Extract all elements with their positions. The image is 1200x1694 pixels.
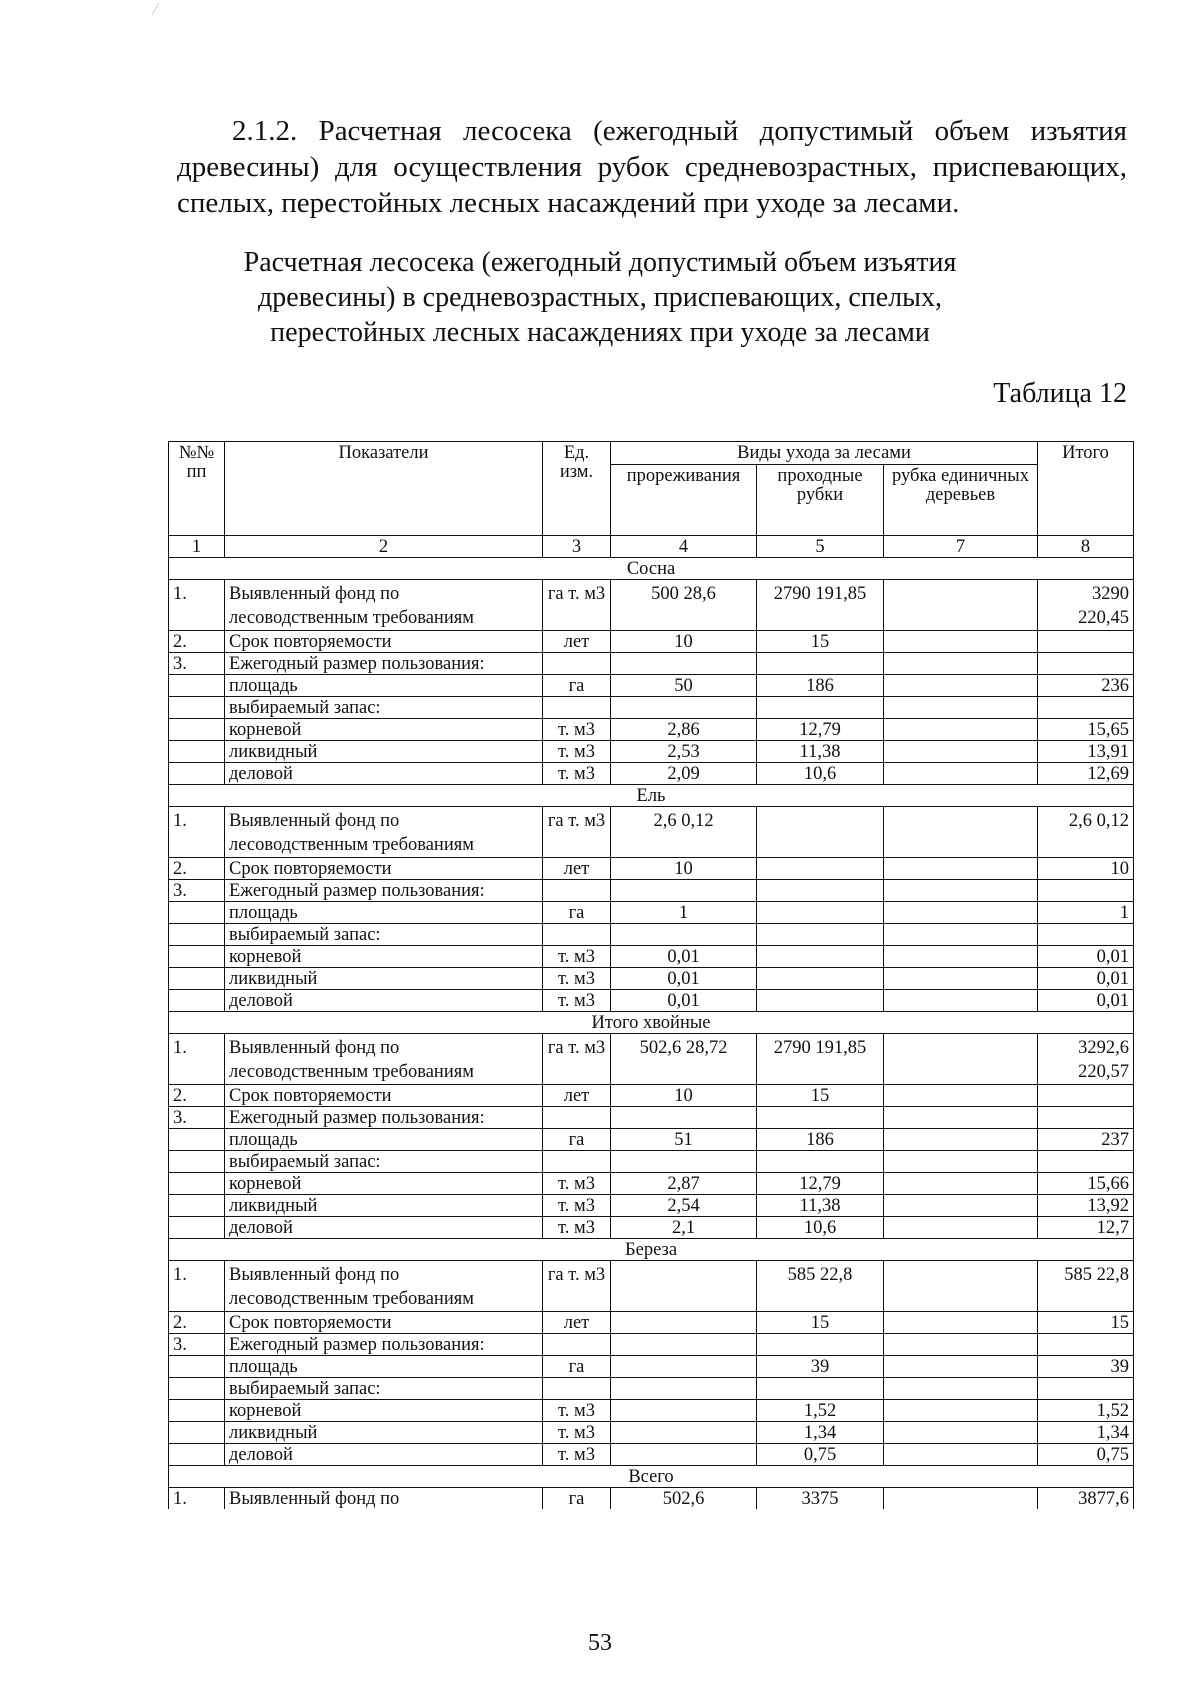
row-unit: т. м3 xyxy=(543,946,611,968)
row-indicator: ликвидный xyxy=(225,1195,543,1217)
section-row xyxy=(169,1466,1134,1488)
table-row xyxy=(169,719,1134,741)
table-row xyxy=(169,1129,1134,1151)
table-row xyxy=(169,675,1134,697)
header-unit: Ед. изм. xyxy=(543,442,611,536)
value-passing-cuts xyxy=(757,902,884,924)
value-passing-cuts: 12,79 xyxy=(757,1173,884,1195)
value-passing-cuts xyxy=(757,924,884,946)
value-thinning xyxy=(611,1422,757,1444)
value-passing-cuts: 186 xyxy=(757,675,884,697)
table-row xyxy=(169,1261,1134,1312)
section-title: Ель xyxy=(169,785,1134,807)
row-number xyxy=(169,1195,225,1217)
row-indicator: корневой xyxy=(225,1173,543,1195)
value-total: 585 22,8 xyxy=(1038,1261,1134,1312)
value-passing-cuts: 15 xyxy=(757,631,884,653)
value-passing-cuts xyxy=(757,1151,884,1173)
value-thinning xyxy=(611,1356,757,1378)
value-passing-cuts xyxy=(757,880,884,902)
value-thinning xyxy=(611,653,757,675)
colnum-4: 4 xyxy=(611,536,757,558)
row-indicator: Выявленный фонд по лесоводственным требованиям xyxy=(225,1261,543,1312)
row-unit xyxy=(543,924,611,946)
row-number xyxy=(169,1217,225,1239)
row-unit xyxy=(543,697,611,719)
value-passing-cuts xyxy=(757,1107,884,1129)
row-indicator: выбираемый запас: xyxy=(225,924,543,946)
table-row xyxy=(169,1195,1134,1217)
value-single-trees xyxy=(884,1217,1038,1239)
row-indicator: Срок повторяемости xyxy=(225,631,543,653)
row-number xyxy=(169,719,225,741)
row-unit: га xyxy=(543,1488,611,1510)
section-row xyxy=(169,558,1134,580)
row-unit: т. м3 xyxy=(543,1195,611,1217)
value-single-trees xyxy=(884,880,1038,902)
colnum-2: 2 xyxy=(225,536,543,558)
row-indicator: Ежегодный размер пользования: xyxy=(225,653,543,675)
value-thinning: 2,86 xyxy=(611,719,757,741)
row-unit xyxy=(543,653,611,675)
value-total xyxy=(1038,697,1134,719)
table-row xyxy=(169,741,1134,763)
row-indicator: деловой xyxy=(225,763,543,785)
row-number: 1. xyxy=(169,580,225,631)
row-indicator: Ежегодный размер пользования: xyxy=(225,1334,543,1356)
row-unit: га т. м3 xyxy=(543,807,611,858)
value-passing-cuts: 1,52 xyxy=(757,1400,884,1422)
value-total xyxy=(1038,924,1134,946)
value-thinning xyxy=(611,1312,757,1334)
row-number: 1. xyxy=(169,807,225,858)
value-thinning: 10 xyxy=(611,1085,757,1107)
colnum-8: 8 xyxy=(1038,536,1134,558)
value-single-trees xyxy=(884,858,1038,880)
value-passing-cuts: 186 xyxy=(757,1129,884,1151)
value-total: 3292,6 220,57 xyxy=(1038,1034,1134,1085)
table-row xyxy=(169,1034,1134,1085)
value-single-trees xyxy=(884,719,1038,741)
value-total: 0,01 xyxy=(1038,946,1134,968)
table-row xyxy=(169,1312,1134,1334)
value-passing-cuts: 11,38 xyxy=(757,741,884,763)
table-row xyxy=(169,946,1134,968)
table-row xyxy=(169,697,1134,719)
value-single-trees xyxy=(884,1444,1038,1466)
row-unit: т. м3 xyxy=(543,1217,611,1239)
header-total: Итого xyxy=(1038,442,1134,536)
value-single-trees xyxy=(884,1085,1038,1107)
row-indicator: площадь xyxy=(225,675,543,697)
value-thinning: 1 xyxy=(611,902,757,924)
table-row xyxy=(169,1422,1134,1444)
table-row xyxy=(169,902,1134,924)
value-total: 237 xyxy=(1038,1129,1134,1151)
value-total: 15 xyxy=(1038,1312,1134,1334)
value-total: 15,65 xyxy=(1038,719,1134,741)
value-single-trees xyxy=(884,1422,1038,1444)
value-single-trees xyxy=(884,902,1038,924)
value-single-trees xyxy=(884,1129,1038,1151)
row-number xyxy=(169,1356,225,1378)
section-heading: 2.1.2. Расчетная лесосека (ежегодный допустимый объем изъятия древесины) для осуществления рубок средневозрастных, приспевающих, спелых, перестойных лесных насаждений при уходе за лесами. xyxy=(177,115,1127,219)
row-indicator: ликвидный xyxy=(225,968,543,990)
value-single-trees xyxy=(884,631,1038,653)
value-thinning: 10 xyxy=(611,858,757,880)
value-single-trees xyxy=(884,1334,1038,1356)
value-passing-cuts xyxy=(757,968,884,990)
row-unit: га xyxy=(543,902,611,924)
colnum-1: 1 xyxy=(169,536,225,558)
row-indicator: площадь xyxy=(225,1356,543,1378)
value-total: 3877,6 xyxy=(1038,1488,1134,1510)
value-thinning: 0,01 xyxy=(611,946,757,968)
row-indicator: корневой xyxy=(225,719,543,741)
row-number: 2. xyxy=(169,1085,225,1107)
header-single-trees: рубка единичных деревьев xyxy=(884,465,1038,536)
row-unit: т. м3 xyxy=(543,1400,611,1422)
value-single-trees xyxy=(884,697,1038,719)
value-single-trees xyxy=(884,1356,1038,1378)
section-title: Береза xyxy=(169,1239,1134,1261)
row-number: 1. xyxy=(169,1034,225,1085)
value-thinning xyxy=(611,1444,757,1466)
table-row xyxy=(169,1444,1134,1466)
value-thinning xyxy=(611,924,757,946)
value-total: 3290 220,45 xyxy=(1038,580,1134,631)
value-total: 12,7 xyxy=(1038,1217,1134,1239)
table-row xyxy=(169,858,1134,880)
value-thinning: 2,87 xyxy=(611,1173,757,1195)
row-number: 3. xyxy=(169,1107,225,1129)
table-body xyxy=(169,558,1134,1510)
value-passing-cuts xyxy=(757,807,884,858)
row-number xyxy=(169,763,225,785)
value-single-trees xyxy=(884,1378,1038,1400)
row-indicator: Выявленный фонд по лесоводственным требованиям xyxy=(225,1034,543,1085)
value-thinning xyxy=(611,1378,757,1400)
table-row xyxy=(169,968,1134,990)
value-thinning: 2,54 xyxy=(611,1195,757,1217)
row-indicator: выбираемый запас: xyxy=(225,1378,543,1400)
value-passing-cuts: 0,75 xyxy=(757,1444,884,1466)
value-single-trees xyxy=(884,675,1038,697)
row-number: 1. xyxy=(169,1261,225,1312)
row-number: 2. xyxy=(169,631,225,653)
value-thinning xyxy=(611,880,757,902)
row-indicator: деловой xyxy=(225,990,543,1012)
value-passing-cuts: 585 22,8 xyxy=(757,1261,884,1312)
row-number xyxy=(169,1444,225,1466)
row-unit: т. м3 xyxy=(543,719,611,741)
value-thinning xyxy=(611,1334,757,1356)
colnum-5: 5 xyxy=(757,536,884,558)
value-thinning: 50 xyxy=(611,675,757,697)
scan-mark xyxy=(152,3,160,16)
row-indicator: Ежегодный размер пользования: xyxy=(225,880,543,902)
header-num: №№ пп xyxy=(169,442,225,536)
value-single-trees xyxy=(884,580,1038,631)
value-total xyxy=(1038,1334,1134,1356)
row-indicator: выбираемый запас: xyxy=(225,1151,543,1173)
row-indicator: Выявленный фонд по лесоводственным требованиям xyxy=(225,807,543,858)
table-row xyxy=(169,1173,1134,1195)
value-passing-cuts: 1,34 xyxy=(757,1422,884,1444)
value-total: 10 xyxy=(1038,858,1134,880)
value-thinning xyxy=(611,1261,757,1312)
value-single-trees xyxy=(884,1151,1038,1173)
value-passing-cuts: 15 xyxy=(757,1312,884,1334)
colnum-3: 3 xyxy=(543,536,611,558)
header-passing-cuts: проходные рубки xyxy=(757,465,884,536)
value-total: 2,6 0,12 xyxy=(1038,807,1134,858)
value-single-trees xyxy=(884,807,1038,858)
table-row xyxy=(169,990,1134,1012)
row-indicator: Выявленный фонд по лесоводственным требованиям xyxy=(225,580,543,631)
value-total: 1,52 xyxy=(1038,1400,1134,1422)
value-total xyxy=(1038,1151,1134,1173)
colnum-7: 7 xyxy=(884,536,1038,558)
value-single-trees xyxy=(884,1107,1038,1129)
value-passing-cuts: 15 xyxy=(757,1085,884,1107)
table-row xyxy=(169,1217,1134,1239)
value-total: 15,66 xyxy=(1038,1173,1134,1195)
value-thinning xyxy=(611,1107,757,1129)
value-thinning: 502,6 28,72 xyxy=(611,1034,757,1085)
row-number xyxy=(169,946,225,968)
row-indicator: площадь xyxy=(225,1129,543,1151)
value-passing-cuts: 11,38 xyxy=(757,1195,884,1217)
value-thinning: 51 xyxy=(611,1129,757,1151)
value-total xyxy=(1038,1378,1134,1400)
row-unit xyxy=(543,1378,611,1400)
table-row xyxy=(169,631,1134,653)
table-row xyxy=(169,1488,1134,1510)
value-single-trees xyxy=(884,968,1038,990)
row-indicator: Выявленный фонд по xyxy=(225,1488,543,1510)
row-number xyxy=(169,1422,225,1444)
row-unit: т. м3 xyxy=(543,741,611,763)
row-number xyxy=(169,1378,225,1400)
value-single-trees xyxy=(884,741,1038,763)
value-single-trees xyxy=(884,1261,1038,1312)
row-number xyxy=(169,741,225,763)
value-single-trees xyxy=(884,1312,1038,1334)
row-unit: т. м3 xyxy=(543,968,611,990)
value-single-trees xyxy=(884,763,1038,785)
row-indicator: ликвидный xyxy=(225,1422,543,1444)
row-indicator: площадь xyxy=(225,902,543,924)
section-title: Сосна xyxy=(169,558,1134,580)
row-unit: т. м3 xyxy=(543,1173,611,1195)
value-passing-cuts xyxy=(757,697,884,719)
value-passing-cuts xyxy=(757,1378,884,1400)
header-indicator: Показатели xyxy=(225,442,543,536)
row-indicator: выбираемый запас: xyxy=(225,697,543,719)
value-thinning: 500 28,6 xyxy=(611,580,757,631)
row-number: 3. xyxy=(169,653,225,675)
value-thinning: 2,1 xyxy=(611,1217,757,1239)
table-row xyxy=(169,880,1134,902)
row-indicator: Срок повторяемости xyxy=(225,1085,543,1107)
section-row xyxy=(169,1239,1134,1261)
value-passing-cuts: 12,79 xyxy=(757,719,884,741)
value-total: 39 xyxy=(1038,1356,1134,1378)
row-unit: т. м3 xyxy=(543,763,611,785)
header-thinning: прореживания xyxy=(611,465,757,536)
value-passing-cuts xyxy=(757,946,884,968)
section-row xyxy=(169,785,1134,807)
row-unit: га xyxy=(543,1129,611,1151)
row-unit: лет xyxy=(543,1312,611,1334)
table-header xyxy=(169,442,1134,558)
table-row xyxy=(169,763,1134,785)
row-indicator: Срок повторяемости xyxy=(225,858,543,880)
value-total xyxy=(1038,1107,1134,1129)
row-unit: га т. м3 xyxy=(543,1261,611,1312)
value-thinning: 0,01 xyxy=(611,968,757,990)
value-single-trees xyxy=(884,1034,1038,1085)
section-row xyxy=(169,1012,1134,1034)
row-indicator: Срок повторяемости xyxy=(225,1312,543,1334)
value-total: 1 xyxy=(1038,902,1134,924)
row-indicator: корневой xyxy=(225,946,543,968)
row-number: 2. xyxy=(169,1312,225,1334)
row-indicator: деловой xyxy=(225,1444,543,1466)
row-number xyxy=(169,924,225,946)
value-single-trees xyxy=(884,1195,1038,1217)
row-number xyxy=(169,902,225,924)
table-row xyxy=(169,1107,1134,1129)
row-unit: га т. м3 xyxy=(543,580,611,631)
table-title: Расчетная лесосека (ежегодный допустимый объем изъятия древесины) в средневозрастных, приспевающих, спелых, перестойных лесных насаждениях при уходе за лесами xyxy=(243,247,957,348)
value-total: 13,91 xyxy=(1038,741,1134,763)
value-thinning xyxy=(611,1151,757,1173)
table-label: Таблица 12 xyxy=(993,378,1127,409)
row-number xyxy=(169,1400,225,1422)
value-thinning: 2,53 xyxy=(611,741,757,763)
row-number: 3. xyxy=(169,880,225,902)
value-thinning xyxy=(611,697,757,719)
value-total xyxy=(1038,880,1134,902)
row-unit: т. м3 xyxy=(543,1422,611,1444)
row-unit xyxy=(543,880,611,902)
value-thinning: 2,6 0,12 xyxy=(611,807,757,858)
section-title: Итого хвойные xyxy=(169,1012,1134,1034)
table-row xyxy=(169,580,1134,631)
value-total: 236 xyxy=(1038,675,1134,697)
value-thinning xyxy=(611,1400,757,1422)
row-unit: га xyxy=(543,1356,611,1378)
row-unit: га т. м3 xyxy=(543,1034,611,1085)
value-passing-cuts xyxy=(757,858,884,880)
row-unit: лет xyxy=(543,631,611,653)
row-number xyxy=(169,1173,225,1195)
value-single-trees xyxy=(884,924,1038,946)
value-thinning: 10 xyxy=(611,631,757,653)
row-number xyxy=(169,1151,225,1173)
table-row xyxy=(169,807,1134,858)
harvest-table xyxy=(168,441,1134,1509)
column-numbers-row xyxy=(169,536,1134,558)
table-row xyxy=(169,1151,1134,1173)
value-total: 0,75 xyxy=(1038,1444,1134,1466)
value-total: 0,01 xyxy=(1038,990,1134,1012)
value-single-trees xyxy=(884,990,1038,1012)
value-single-trees xyxy=(884,1173,1038,1195)
row-unit: лет xyxy=(543,1085,611,1107)
table-row xyxy=(169,1400,1134,1422)
value-passing-cuts xyxy=(757,990,884,1012)
page-number: 53 xyxy=(588,1630,612,1656)
value-total: 1,34 xyxy=(1038,1422,1134,1444)
value-total xyxy=(1038,631,1134,653)
row-number xyxy=(169,675,225,697)
row-number xyxy=(169,1129,225,1151)
value-total xyxy=(1038,653,1134,675)
table-row xyxy=(169,1356,1134,1378)
table-row xyxy=(169,1378,1134,1400)
row-unit xyxy=(543,1151,611,1173)
row-number: 1. xyxy=(169,1488,225,1510)
value-passing-cuts: 2790 191,85 xyxy=(757,1034,884,1085)
value-passing-cuts: 39 xyxy=(757,1356,884,1378)
row-number xyxy=(169,990,225,1012)
table-row xyxy=(169,924,1134,946)
value-single-trees xyxy=(884,1400,1038,1422)
row-number xyxy=(169,968,225,990)
row-number: 2. xyxy=(169,858,225,880)
row-indicator: Ежегодный размер пользования: xyxy=(225,1107,543,1129)
row-unit xyxy=(543,1107,611,1129)
value-thinning: 2,09 xyxy=(611,763,757,785)
row-indicator: деловой xyxy=(225,1217,543,1239)
table-row xyxy=(169,1085,1134,1107)
row-number xyxy=(169,697,225,719)
value-passing-cuts: 10,6 xyxy=(757,763,884,785)
value-thinning: 502,6 xyxy=(611,1488,757,1510)
row-indicator: корневой xyxy=(225,1400,543,1422)
value-passing-cuts xyxy=(757,1334,884,1356)
row-unit xyxy=(543,1334,611,1356)
row-unit: т. м3 xyxy=(543,990,611,1012)
value-passing-cuts: 2790 191,85 xyxy=(757,580,884,631)
row-unit: лет xyxy=(543,858,611,880)
value-thinning: 0,01 xyxy=(611,990,757,1012)
value-total: 12,69 xyxy=(1038,763,1134,785)
row-unit: га xyxy=(543,675,611,697)
value-passing-cuts: 3375 xyxy=(757,1488,884,1510)
section-title: Всего xyxy=(169,1466,1134,1488)
value-total: 0,01 xyxy=(1038,968,1134,990)
row-unit: т. м3 xyxy=(543,1444,611,1466)
value-passing-cuts xyxy=(757,653,884,675)
header-care-types: Виды ухода за лесами xyxy=(611,442,1038,465)
row-number: 3. xyxy=(169,1334,225,1356)
value-passing-cuts: 10,6 xyxy=(757,1217,884,1239)
table-row xyxy=(169,653,1134,675)
value-total: 13,92 xyxy=(1038,1195,1134,1217)
table-row xyxy=(169,1334,1134,1356)
value-single-trees xyxy=(884,946,1038,968)
value-single-trees xyxy=(884,653,1038,675)
row-indicator: ликвидный xyxy=(225,741,543,763)
value-total xyxy=(1038,1085,1134,1107)
value-single-trees xyxy=(884,1488,1038,1510)
